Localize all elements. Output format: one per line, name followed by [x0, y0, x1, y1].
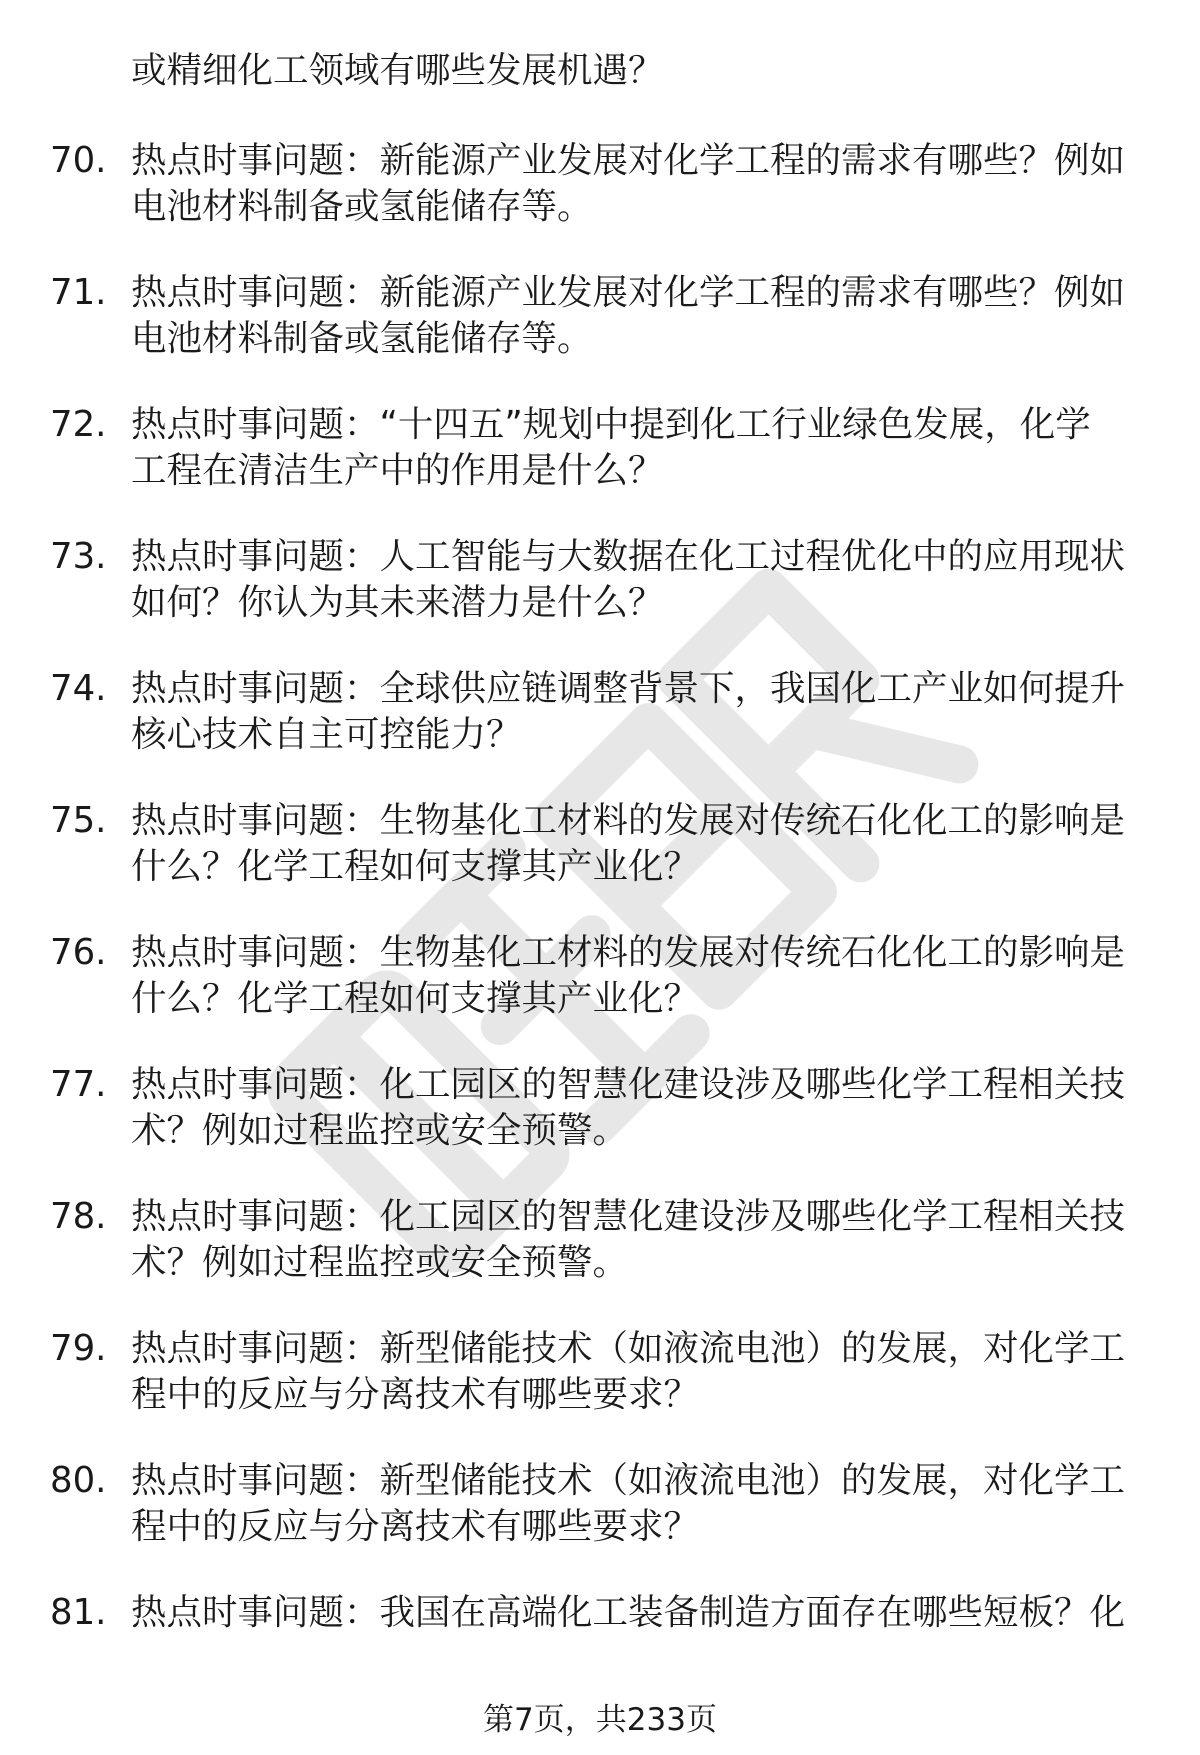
- item-text: [131, 534, 1141, 626]
- item-line: 热点时事问题：新能源产业发展对化学工程的需求有哪些？例如: [131, 272, 1126, 313]
- item-number: 81.: [50, 1592, 107, 1633]
- item-line: 什么？化学工程如何支撑其产业化？: [131, 846, 700, 887]
- item-number: 74.: [50, 668, 107, 709]
- list-item: [0, 798, 1200, 890]
- item-line: 热点时事问题：生物基化工材料的发展对传统石化化工的影响是: [131, 932, 1126, 973]
- page-footer: 第7页，共233页: [483, 1702, 717, 1738]
- item-text: [131, 1194, 1141, 1286]
- item-line: 热点时事问题：全球供应链调整背景下，我国化工产业如何提升: [131, 668, 1126, 709]
- item-text: [131, 1062, 1141, 1154]
- item-line: 热点时事问题：新型储能技术（如液流电池）的发展，对化学工: [131, 1328, 1126, 1369]
- item-number: 78.: [50, 1196, 107, 1237]
- item-number: 75.: [50, 800, 107, 841]
- item-line: 如何？你认为其未来潜力是什么？: [131, 582, 664, 623]
- item-line: 热点时事问题：生物基化工材料的发展对传统石化化工的影响是: [131, 800, 1126, 841]
- item-number: 70.: [50, 140, 107, 181]
- item-number: 80.: [50, 1460, 107, 1501]
- item-number: 76.: [50, 932, 107, 973]
- item-number: 77.: [50, 1064, 107, 1105]
- item-line: 热点时事问题：人工智能与大数据在化工过程优化中的应用现状: [131, 536, 1126, 577]
- item-number: 71.: [50, 272, 107, 313]
- item-line: 热点时事问题：我国在高端化工装备制造方面存在哪些短板？化: [131, 1592, 1126, 1633]
- item-text: [131, 666, 1141, 758]
- list-item: [0, 270, 1200, 362]
- item-text: [131, 270, 1141, 362]
- item-line: 热点时事问题：化工园区的智慧化建设涉及哪些化学工程相关技: [131, 1064, 1126, 1105]
- item-text: [131, 138, 1141, 230]
- list-item: [0, 1326, 1200, 1418]
- item-text: [131, 798, 1141, 890]
- item-line: 核心技术自主可控能力？: [131, 714, 522, 755]
- item-line: 什么？化学工程如何支撑其产业化？: [131, 978, 700, 1019]
- item-line: 术？例如过程监控或安全预警。: [131, 1110, 629, 1151]
- list-item: [0, 1062, 1200, 1154]
- item-line: 程中的反应与分离技术有哪些要求？: [131, 1374, 700, 1415]
- list-item: [0, 666, 1200, 758]
- item-line: 电池材料制备或氢能储存等。: [131, 186, 593, 227]
- item-text: [131, 1590, 1141, 1636]
- item-number: 79.: [50, 1328, 107, 1369]
- list-item: [0, 1458, 1200, 1550]
- item-line: 工程在清洁生产中的作用是什么？: [131, 450, 664, 491]
- item-line: 电池材料制备或氢能储存等。: [131, 318, 593, 359]
- list-item: [0, 930, 1200, 1022]
- list-item: [0, 138, 1200, 230]
- item-line: 程中的反应与分离技术有哪些要求？: [131, 1506, 700, 1547]
- item-number: 73.: [50, 536, 107, 577]
- item-line: 术？例如过程监控或安全预警。: [131, 1242, 629, 1283]
- item-line: 热点时事问题：化工园区的智慧化建设涉及哪些化学工程相关技: [131, 1196, 1126, 1237]
- list-item: [0, 1194, 1200, 1286]
- item-text: [131, 930, 1141, 1022]
- item-text: [131, 1458, 1141, 1550]
- list-item: [0, 1590, 1200, 1682]
- item-line: 热点时事问题：新型储能技术（如液流电池）的发展，对化学工: [131, 1460, 1126, 1501]
- item-text: [131, 1326, 1141, 1418]
- item-line: 热点时事问题：新能源产业发展对化学工程的需求有哪些？例如: [131, 140, 1126, 181]
- item-text: [131, 402, 1141, 494]
- document-content: [0, 48, 1200, 1722]
- item-line: 热点时事问题：“十四五”规划中提到化工行业绿色发展，化学: [131, 404, 1091, 445]
- list-item: [0, 402, 1200, 494]
- item-number: 72.: [50, 404, 107, 445]
- list-item: [0, 534, 1200, 626]
- continuation-text: 或精细化工领域有哪些发展机遇？: [131, 50, 664, 91]
